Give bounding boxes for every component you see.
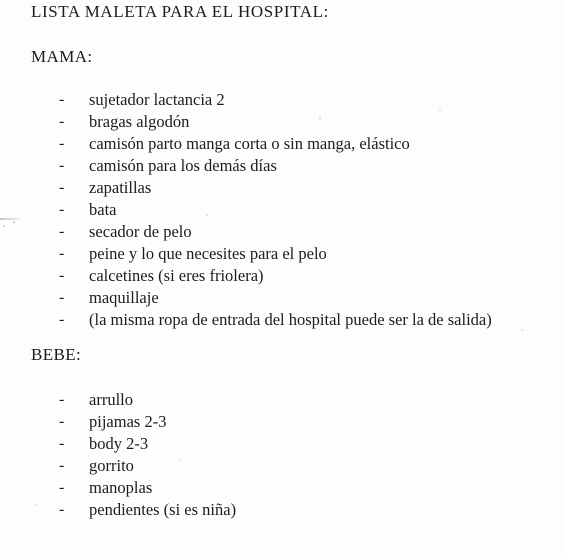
dash-bullet: - [59,91,65,108]
list-item-text: arrullo [89,390,133,409]
list-item-text: bata [89,200,117,219]
list-item-text: camisón para los demás días [89,156,277,175]
list-item-text: (la misma ropa de entrada del hospital puede ser la de salida) [89,310,492,329]
list-item-text: peine y lo que necesites para el pelo [89,244,327,263]
dash-bullet: - [59,179,65,196]
dash-bullet: - [59,245,65,262]
list-item-text: pendientes (si es niña) [89,500,237,519]
list-item-text: sujetador lactancia 2 [89,90,225,109]
dash-bullet: - [59,289,65,306]
list-item-text: maquillaje [89,288,159,307]
list-item-text: pijamas 2-3 [89,412,167,431]
dash-bullet: - [59,267,65,284]
list-item-text: calcetines (si eres friolera) [89,266,264,285]
list-item-text: bragas algodón [89,112,190,131]
list-item-text: camisón parto manga corta o sin manga, elástico [89,134,410,153]
dash-bullet: - [59,311,65,328]
document-title: LISTA MALETA PARA EL HOSPITAL: [31,2,329,21]
list-item-text: body 2-3 [89,434,149,453]
dash-bullet: - [59,135,65,152]
dash-bullet: - [59,457,65,474]
dash-bullet: - [59,479,65,496]
dash-bullet: - [59,157,65,174]
dash-bullet: - [59,501,65,518]
dash-bullet: - [59,435,65,452]
section-heading-bebe: BEBE: [31,345,82,364]
dash-bullet: - [59,413,65,430]
dash-bullet: - [59,391,65,408]
scan-smudge [0,218,20,220]
dash-bullet: - [59,113,65,130]
list-item-text: secador de pelo [89,222,192,241]
list-item-text: zapatillas [89,178,152,197]
section-heading-mama: MAMA: [31,47,93,66]
dash-bullet: - [59,223,65,240]
list-item-text: manoplas [89,478,153,497]
list-item-text: gorrito [89,456,134,475]
dash-bullet: - [59,201,65,218]
